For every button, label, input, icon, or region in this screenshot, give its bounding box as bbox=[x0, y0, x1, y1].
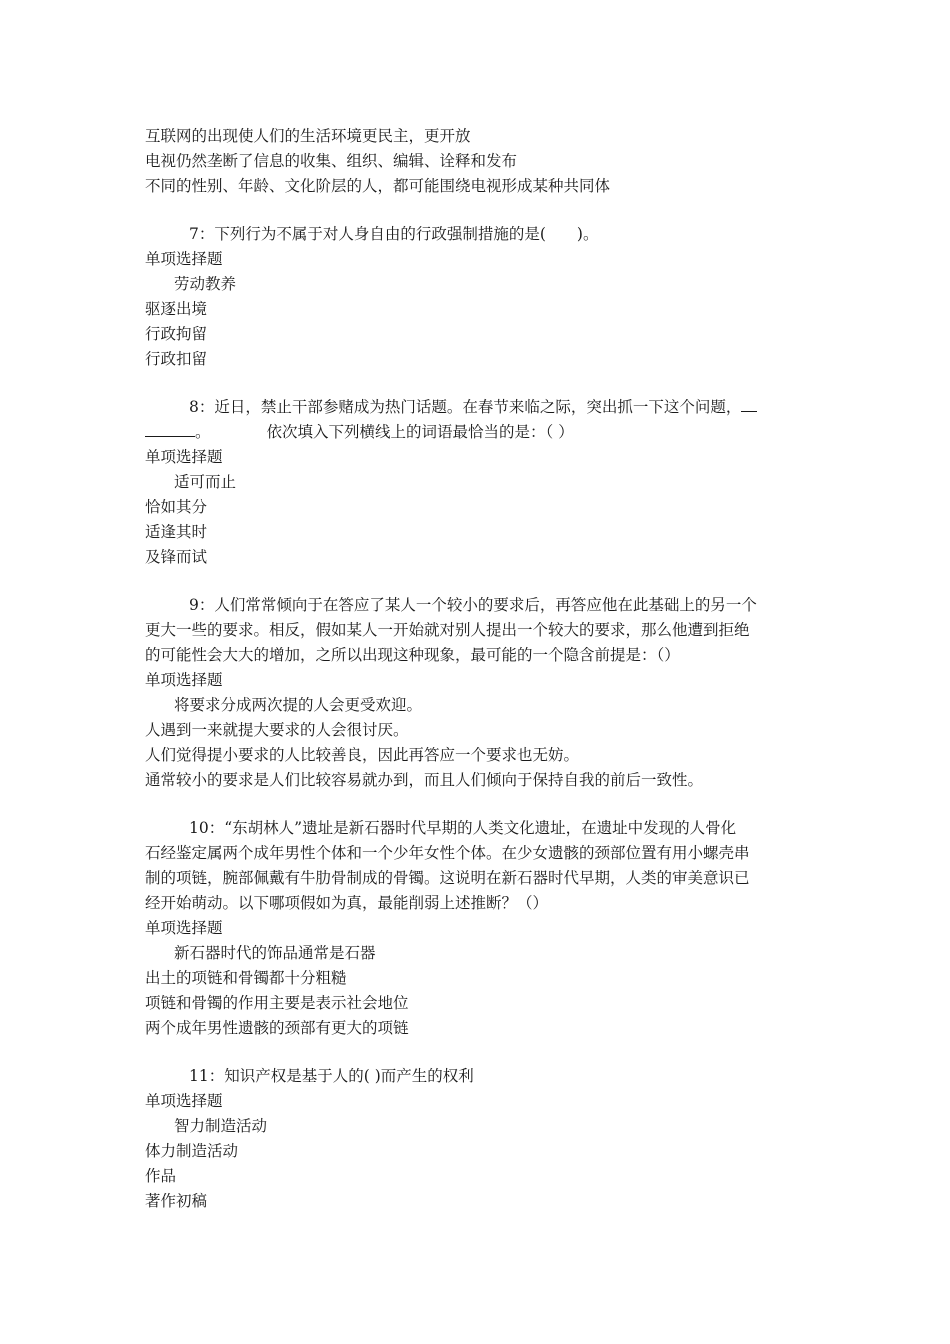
question-8-type: 单项选择题 bbox=[145, 448, 223, 466]
question-10-option-b: 出土的项链和骨镯都十分粗糙 bbox=[145, 969, 347, 987]
prev-option-3: 不同的性别、年龄、文化阶层的人，都可能围绕电视形成某种共同体 bbox=[145, 177, 611, 195]
question-9-type: 单项选择题 bbox=[145, 671, 223, 689]
question-10-text-line-4: 经开始萌动。以下哪项假如为真，最能削弱上述推断？（） bbox=[145, 894, 549, 912]
question-8-option-a: 适可而止 bbox=[174, 473, 237, 491]
question-8-blank-start bbox=[741, 396, 757, 412]
question-8-text-part-1: 8：近日，禁止干部参赌成为热门话题。在春节来临之际，突出抓一下这个问题， bbox=[189, 398, 742, 416]
prev-option-2: 电视仍然垄断了信息的收集、组织、编辑、诠释和发布 bbox=[145, 152, 518, 170]
question-8-text-line-2 bbox=[145, 420, 815, 445]
question-8-text-part-3: 依次填入下列横线上的词语最恰当的是：（ ） bbox=[266, 423, 574, 441]
question-10-option-a: 新石器时代的饰品通常是石器 bbox=[174, 944, 376, 962]
question-7-option-a: 劳动教养 bbox=[174, 275, 237, 293]
question-8-text-part-2: 。 bbox=[195, 423, 211, 441]
question-7-option-c: 行政拘留 bbox=[145, 325, 208, 343]
question-11-text: 11：知识产权是基于人的( )而产生的权利 bbox=[189, 1067, 474, 1085]
question-8-option-d: 及锋而试 bbox=[145, 548, 208, 566]
question-9-option-b: 人遇到一来就提大要求的人会很讨厌。 bbox=[145, 721, 409, 739]
question-11-option-b: 体力制造活动 bbox=[145, 1142, 239, 1160]
document-page bbox=[145, 124, 815, 1214]
question-8-option-c: 适逢其时 bbox=[145, 523, 208, 541]
question-7-type: 单项选择题 bbox=[145, 250, 223, 268]
question-9-text-line-1: 9：人们常常倾向于在答应了某人一个较小的要求后，再答应他在此基础上的另一个 bbox=[189, 596, 757, 614]
question-11-option-d: 著作初稿 bbox=[145, 1192, 208, 1210]
question-7-option-b: 驱逐出境 bbox=[145, 300, 208, 318]
question-10-option-d: 两个成年男性遗骸的颈部有更大的项链 bbox=[145, 1019, 409, 1037]
question-10-text-line-2: 石经鉴定属两个成年男性个体和一个少年女性个体。在少女遗骸的颈部位置有用小螺壳串 bbox=[145, 844, 750, 862]
question-10-option-c: 项链和骨镯的作用主要是表示社会地位 bbox=[145, 994, 409, 1012]
question-10-text-line-1: 10：“东胡林人”遗址是新石器时代早期的人类文化遗址，在遗址中发现的人骨化 bbox=[189, 819, 737, 837]
question-11-option-a: 智力制造活动 bbox=[174, 1117, 268, 1135]
question-11-option-c: 作品 bbox=[145, 1167, 177, 1185]
question-10-text-line-3: 制的项链，腕部佩戴有牛肋骨制成的骨镯。这说明在新石器时代早期，人类的审美意识已 bbox=[145, 869, 750, 887]
prev-option-1: 互联网的出现使人们的生活环境更民主，更开放 bbox=[145, 127, 471, 145]
question-10-type: 单项选择题 bbox=[145, 919, 223, 937]
question-7-text: 7：下列行为不属于对人身自由的行政强制措施的是( )。 bbox=[189, 225, 599, 243]
question-11-type: 单项选择题 bbox=[145, 1092, 223, 1110]
question-8-option-b: 恰如其分 bbox=[145, 498, 208, 516]
question-9-text-line-3: 的可能性会大大的增加，之所以出现这种现象，最可能的一个隐含前提是：（） bbox=[145, 646, 680, 664]
question-9-option-c: 人们觉得提小要求的人比较善良，因此再答应一个要求也无妨。 bbox=[145, 746, 580, 764]
question-9-option-a: 将要求分成两次提的人会更受欢迎。 bbox=[174, 696, 423, 714]
question-9-option-d: 通常较小的要求是人们比较容易就办到，而且人们倾向于保持自我的前后一致性。 bbox=[145, 771, 704, 789]
question-9-text-line-2: 更大一些的要求。相反，假如某人一开始就对别人提出一个较大的要求，那么他遭到拒绝 bbox=[145, 621, 750, 639]
question-8-blank-end bbox=[145, 421, 195, 437]
question-8-text-line-1 bbox=[145, 395, 815, 420]
question-7-option-d: 行政扣留 bbox=[145, 350, 208, 368]
